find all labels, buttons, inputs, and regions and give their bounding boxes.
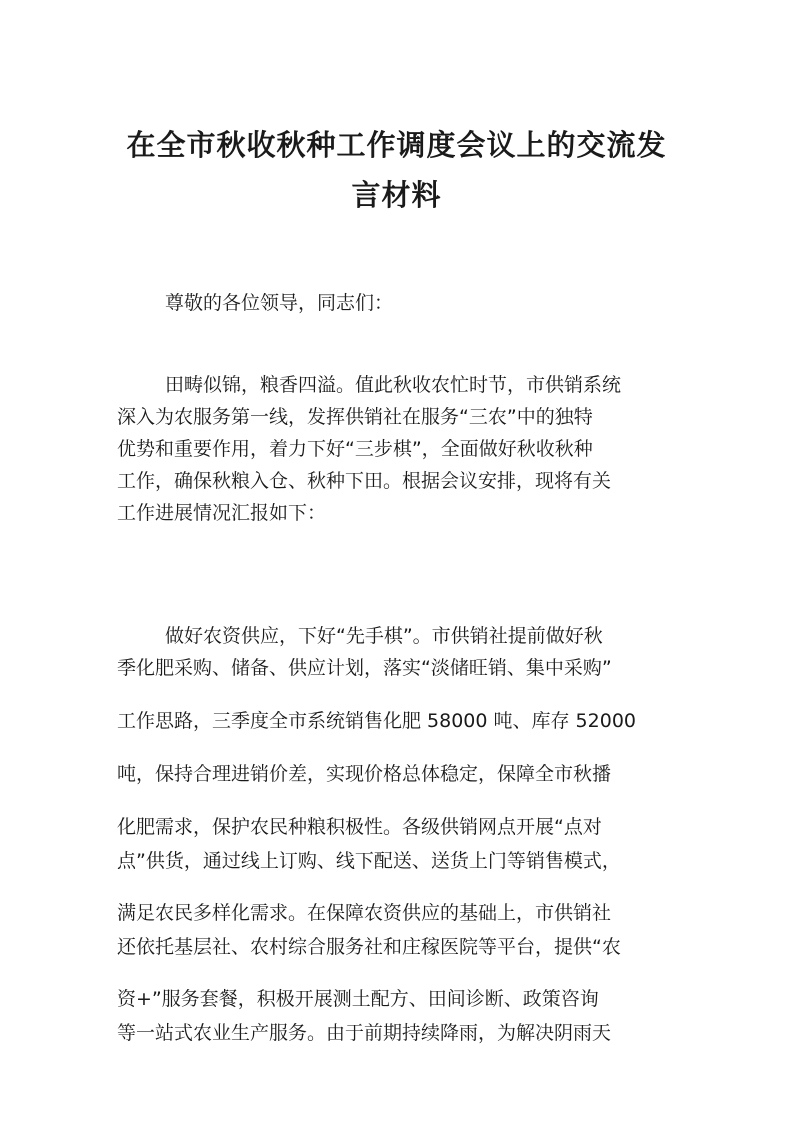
paragraph-2-line: 季化肥采购、储备、供应计划，落实“淡储旺销、集中采购”: [117, 657, 612, 679]
paragraph-1-line: 工作进展情况汇报如下：: [117, 502, 327, 524]
paragraph-2-line: 工作思路，三季度全市系统销售化肥 58000 吨、库存 52000: [117, 710, 637, 732]
paragraph-2-line: 化肥需求，保护农民种粮积极性。各级供销网点开展“点对: [117, 816, 602, 838]
paragraph-1-line: 优势和重要作用，着力下好“三步棋”，全面做好秋收秋种: [117, 438, 593, 460]
paragraph-2-line: 还依托基层社、农村综合服务社和庄稼医院等平台，提供“农: [117, 936, 621, 958]
document-title-line-1: 在全市秋收秋种工作调度会议上的交流发: [126, 128, 667, 162]
paragraph-2-line: 点”供货，通过线上订购、线下配送、送货上门等销售模式，: [117, 850, 621, 872]
greeting: 尊敬的各位领导，同志们：: [165, 292, 394, 314]
paragraph-1-line: 田畴似锦，粮香四溢。值此秋收农忙时节，市供销系统: [165, 374, 622, 396]
paragraph-1-line: 工作，确保秋粮入仓、秋种下田。根据会议安排，现将有关: [117, 470, 612, 492]
paragraph-2-line: 满足农民多样化需求。在保障农资供应的基础上，市供销社: [117, 902, 612, 924]
paragraph-2-line: 吨，保持合理进销价差，实现价格总体稳定，保障全市秋播: [117, 763, 612, 785]
paragraph-2-line: 等一站式农业生产服务。由于前期持续降雨，为解决阴雨天: [117, 1022, 612, 1044]
document-title-line-2: 言材料: [351, 178, 442, 212]
paragraph-2-line: 资+”服务套餐，积极开展测土配方、田间诊断、政策咨询: [117, 988, 599, 1010]
paragraph-1-line: 深入为农服务第一线，发挥供销社在服务“三农”中的独特: [117, 406, 593, 428]
paragraph-2-line: 做好农资供应，下好“先手棋”。市供销社提前做好秋: [165, 625, 603, 647]
